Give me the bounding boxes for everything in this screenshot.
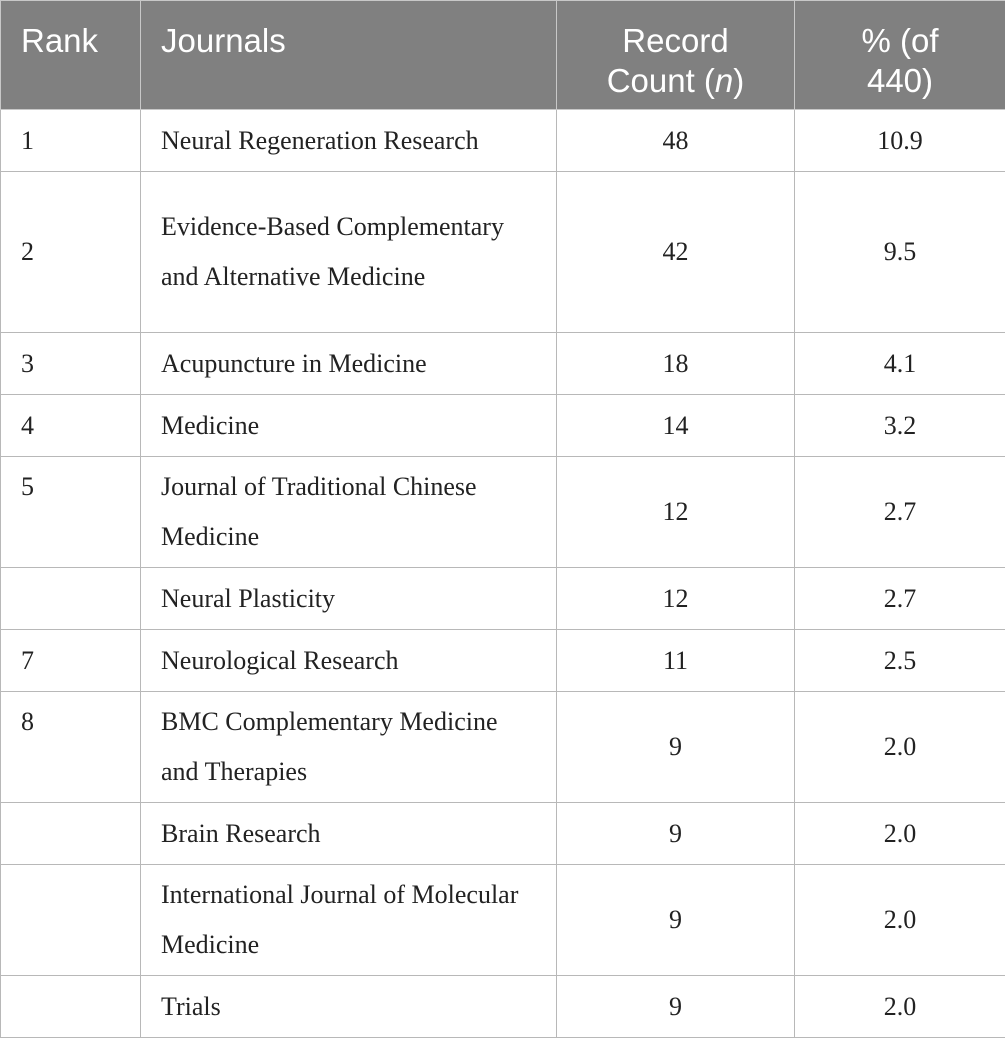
cell-count: 9 bbox=[557, 865, 795, 976]
cell-count: 48 bbox=[557, 110, 795, 172]
cell-percent: 2.5 bbox=[795, 630, 1005, 692]
cell-rank: 2 bbox=[1, 172, 141, 333]
table-row bbox=[1, 692, 1005, 803]
cell-percent: 9.5 bbox=[795, 172, 1005, 333]
header-rank: Rank bbox=[1, 1, 141, 110]
cell-journal: BMC Complementary Medicine and Therapies bbox=[141, 692, 557, 803]
cell-rank bbox=[1, 568, 141, 630]
header-count-line2-prefix: Count ( bbox=[606, 62, 715, 99]
table-row bbox=[1, 172, 1005, 333]
cell-journal: Acupuncture in Medicine bbox=[141, 333, 557, 395]
table-row bbox=[1, 803, 1005, 865]
cell-rank bbox=[1, 976, 141, 1038]
cell-count: 11 bbox=[557, 630, 795, 692]
cell-journal: Neurological Research bbox=[141, 630, 557, 692]
table-row bbox=[1, 865, 1005, 976]
cell-rank bbox=[1, 803, 141, 865]
table-header bbox=[1, 1, 1005, 110]
table-row bbox=[1, 568, 1005, 630]
cell-journal: Neural Plasticity bbox=[141, 568, 557, 630]
header-pct-line2: 440) bbox=[866, 62, 934, 99]
cell-percent: 2.7 bbox=[795, 457, 1005, 568]
table-row bbox=[1, 457, 1005, 568]
cell-percent: 10.9 bbox=[795, 110, 1005, 172]
cell-percent: 2.0 bbox=[795, 803, 1005, 865]
cell-percent: 4.1 bbox=[795, 333, 1005, 395]
cell-rank: 1 bbox=[1, 110, 141, 172]
cell-rank: 4 bbox=[1, 395, 141, 457]
cell-journal: Neural Regeneration Research bbox=[141, 110, 557, 172]
header-journals: Journals bbox=[141, 1, 557, 110]
cell-percent: 3.2 bbox=[795, 395, 1005, 457]
header-record-count bbox=[557, 1, 795, 110]
table-row bbox=[1, 110, 1005, 172]
cell-journal: Medicine bbox=[141, 395, 557, 457]
cell-journal: Journal of Traditional Chinese Medicine bbox=[141, 457, 557, 568]
cell-percent: 2.0 bbox=[795, 976, 1005, 1038]
cell-count: 14 bbox=[557, 395, 795, 457]
cell-rank: 7 bbox=[1, 630, 141, 692]
cell-journal: Brain Research bbox=[141, 803, 557, 865]
cell-count: 12 bbox=[557, 568, 795, 630]
cell-count: 9 bbox=[557, 803, 795, 865]
cell-count: 18 bbox=[557, 333, 795, 395]
cell-rank bbox=[1, 865, 141, 976]
table-body bbox=[1, 110, 1005, 1038]
header-pct-line1: % (of bbox=[861, 22, 939, 59]
cell-percent: 2.0 bbox=[795, 692, 1005, 803]
header-percent bbox=[795, 1, 1005, 110]
cell-count: 9 bbox=[557, 976, 795, 1038]
header-row bbox=[1, 1, 1005, 110]
cell-count: 9 bbox=[557, 692, 795, 803]
cell-journal: International Journal of Molecular Medicine bbox=[141, 865, 557, 976]
table-row bbox=[1, 630, 1005, 692]
table-row bbox=[1, 395, 1005, 457]
cell-journal: Trials bbox=[141, 976, 557, 1038]
cell-rank: 8 bbox=[1, 692, 141, 803]
cell-percent: 2.0 bbox=[795, 865, 1005, 976]
table-row bbox=[1, 333, 1005, 395]
cell-percent: 2.7 bbox=[795, 568, 1005, 630]
cell-rank: 3 bbox=[1, 333, 141, 395]
cell-rank: 5 bbox=[1, 457, 141, 568]
table-row bbox=[1, 976, 1005, 1038]
header-count-line2-suffix: ) bbox=[733, 62, 745, 99]
cell-count: 12 bbox=[557, 457, 795, 568]
header-count-line1: Record bbox=[622, 22, 729, 59]
cell-journal: Evidence-Based Complementary and Alternative Medicine bbox=[141, 172, 557, 333]
header-count-variable: n bbox=[714, 62, 734, 99]
cell-count: 42 bbox=[557, 172, 795, 333]
